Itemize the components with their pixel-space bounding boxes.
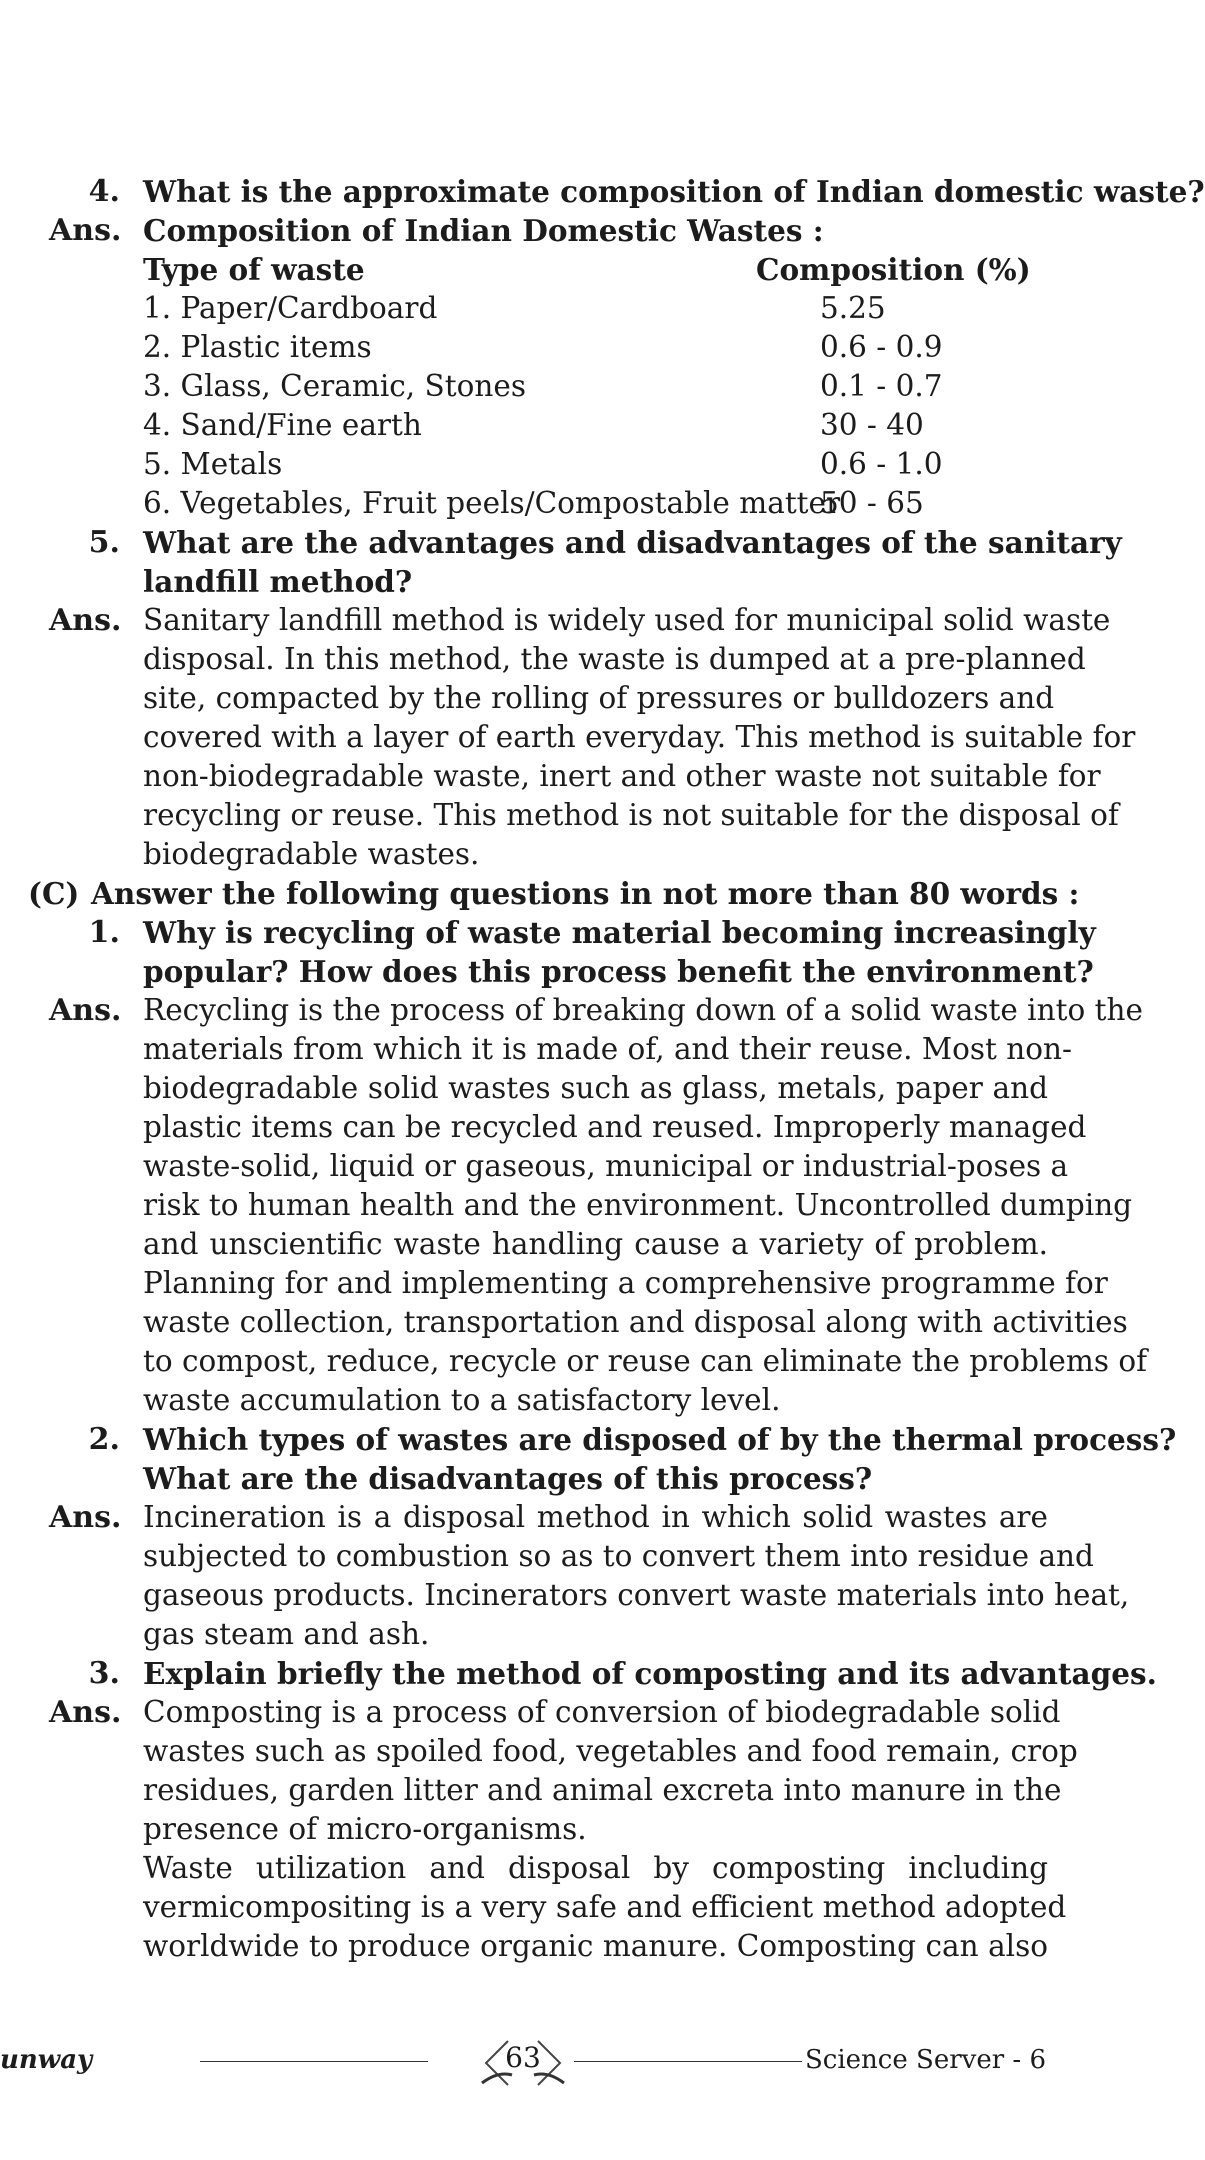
answer-label: Ans. bbox=[49, 993, 122, 1028]
answer-label: Ans. bbox=[49, 1500, 122, 1535]
column-header-composition: Composition (%) bbox=[756, 252, 1031, 287]
column-header-type: Type of waste bbox=[143, 252, 365, 287]
footer-rule-right bbox=[574, 2061, 802, 2062]
table-row-item: 5. Metals bbox=[143, 447, 283, 481]
page-number: 63 bbox=[505, 2041, 541, 2074]
question-text: Explain briefly the method of composting and its advantages. bbox=[143, 1656, 1157, 1691]
question-text: What are the advantages and disadvantages of the sanitary landfill method? bbox=[143, 525, 1122, 599]
table-row-item: 3. Glass, Ceramic, Stones bbox=[143, 369, 526, 403]
table-row-value: 0.6 - 1.0 bbox=[820, 447, 943, 481]
table-row-item: 4. Sand/Fine earth bbox=[143, 408, 422, 442]
footer-series-title: Science Server - 6 bbox=[804, 2045, 1046, 2075]
question-text: What is the approximate composition of Indian domestic waste? bbox=[143, 174, 1205, 209]
table-row-value: 5.25 bbox=[820, 291, 886, 325]
answer-text: Composting is a process of conversion of biodegradable solid wastes such as spoiled food, vegetables and food remain, crop residues, garden litter and animal excreta into manure in the presence of micro-organisms. bbox=[143, 1695, 1078, 1846]
question-number: 4. bbox=[88, 174, 120, 209]
answer-label: Ans. bbox=[49, 1695, 122, 1730]
footer-rule-left bbox=[200, 2061, 428, 2062]
question-number: 1. bbox=[88, 915, 120, 950]
question-number: 5. bbox=[88, 525, 120, 560]
footer-brand: unway bbox=[0, 2045, 93, 2075]
answer-label: Ans. bbox=[49, 213, 122, 248]
table-row-item: 1. Paper/Cardboard bbox=[143, 291, 438, 325]
table-row-item: 2. Plastic items bbox=[143, 330, 372, 364]
answer-text-continued: Waste utilization and disposal by composting including vermicompositing is a very safe and efficient method adopted worldwide to produce organic manure. Composting can also bbox=[143, 1851, 1067, 1963]
section-label: (C) bbox=[28, 876, 80, 911]
table-row-value: 50 - 65 bbox=[820, 486, 924, 520]
answer-text: Recycling is the process of breaking down of a solid waste into the materials from which it is made of, and their reuse. Most non- biodegradable solid wastes such as glass, metals, paper and plastic items can be recycled and reused. Improperly managed waste-solid, liquid or gaseous, municipal or industrial-poses a risk to human health and the environment. Uncontrolled dumping and unscientific waste handling cause a variety of problem. Planning for and implementing a comprehensive programme for waste collection, transportation and disposal along with activities to compost, reduce, recycle or reuse can eliminate the problems of waste accumulation to a satisfactory level. bbox=[143, 993, 1148, 1417]
table-row-value: 0.1 - 0.7 bbox=[820, 369, 943, 403]
answer-text: Incineration is a disposal method in which solid wastes are subjected to combustion so as to convert them into residue and gaseous products. Incinerators convert waste materials into heat, gas steam and ash. bbox=[143, 1500, 1130, 1651]
table-heading: Composition of Indian Domestic Wastes : bbox=[143, 213, 824, 248]
question-text: Why is recycling of waste material becoming increasingly popular? How does this process benefit the environment? bbox=[143, 915, 1096, 989]
section-title: Answer the following questions in not more than 80 words : bbox=[91, 876, 1080, 911]
page-number-badge bbox=[478, 2035, 568, 2087]
table-row-item: 6. Vegetables, Fruit peels/Compostable matter bbox=[143, 486, 841, 520]
table-row-value: 0.6 - 0.9 bbox=[820, 330, 943, 364]
answer-text: Sanitary landfill method is widely used for municipal solid waste disposal. In this method, the waste is dumped at a pre-planned site, compacted by the rolling of pressures or bulldozers and covered with a layer of earth everyday. This method is suitable for non-biodegradable waste, inert and other waste not suitable for recycling or reuse. This method is not suitable for the disposal of biodegradable wastes. bbox=[143, 603, 1136, 871]
question-number: 3. bbox=[88, 1656, 120, 1691]
question-number: 2. bbox=[88, 1422, 120, 1457]
table-row-value: 30 - 40 bbox=[820, 408, 924, 442]
question-text: Which types of wastes are disposed of by the thermal process? What are the disadvantages of this process? bbox=[143, 1422, 1177, 1496]
answer-label: Ans. bbox=[49, 603, 122, 638]
